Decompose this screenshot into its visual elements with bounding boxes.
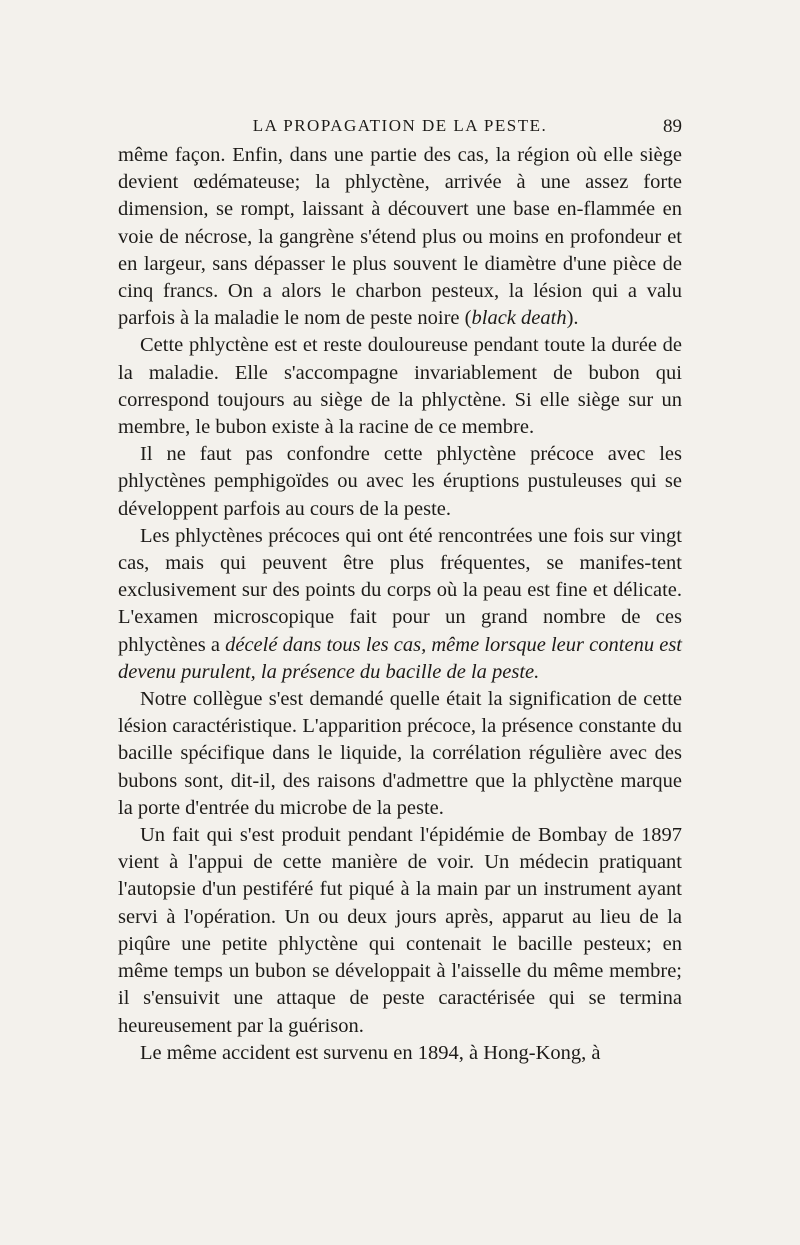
page-number: 89 bbox=[663, 116, 682, 137]
book-page bbox=[118, 112, 682, 1067]
paragraph-1-italic: black death bbox=[471, 307, 567, 330]
paragraph-4 bbox=[118, 523, 682, 686]
running-head bbox=[118, 112, 682, 142]
paragraph-1-end: ). bbox=[566, 307, 579, 330]
paragraph-2: Cette phlyctène est et reste douloureuse pendant toute la durée de la maladie. Elle s'accompagne invariablement de bubon qui correspond toujours au siège de la phlyctène. Si elle siège sur un membre, le bubon existe à la racine de ce membre. bbox=[118, 334, 682, 439]
paragraph-4-italic: décelé dans tous les cas, même lorsque leur contenu est devenu purulent, la présence du bacille de la peste. bbox=[118, 633, 682, 683]
body-text bbox=[118, 142, 682, 1067]
paragraph-7: Le même accident est survenu en 1894, à Hong-Kong, à bbox=[140, 1041, 601, 1064]
paragraph-6: Un fait qui s'est produit pendant l'épidémie de Bombay de 1897 vient à l'appui de cette manière de voir. Un médecin pratiquant l'autopsie d'un pestiféré fut piqué à la main par un instrument ayant servi à l'opération. Un ou deux jours après, apparut au lieu de la piqûre une petite phlyctène qui contenait le bacille pesteux; en même temps un bubon se développait à l'aisselle du même membre; il s'ensuivit une attaque de peste caractérisée qui se termina heureusement par la guérison. bbox=[118, 824, 682, 1037]
running-title: LA PROPAGATION DE LA PESTE. bbox=[252, 116, 548, 135]
paragraph-1 bbox=[118, 142, 682, 332]
paragraph-1-text: même façon. Enfin, dans une partie des cas, la région où elle siège devient œdémateuse; la phlyctène, arrivée à une assez forte dimension, se rompt, laissant à découvert une base en-flammée en voie de nécrose, la gangrène s'étend plus ou moins en profondeur et en largeur, sans dépasser le plus souvent le diamètre d'une pièce de cinq francs. On a alors le charbon pesteux, la lésion qui a valu parfois à la maladie le nom de peste noire ( bbox=[118, 144, 682, 330]
paragraph-3: Il ne faut pas confondre cette phlyctène précoce avec les phlyctènes pemphigoïdes ou avec les éruptions pustuleuses qui se développent parfois au cours de la peste. bbox=[118, 443, 682, 520]
paragraph-5: Notre collègue s'est demandé quelle était la signification de cette lésion caractéristique. L'apparition précoce, la présence constante du bacille spécifique dans le liquide, la corrélation régulière avec des bubons sont, dit-il, des raisons d'admettre que la phlyctène marque la porte d'entrée du microbe de la peste. bbox=[118, 688, 682, 819]
paragraph-4-text: Les phlyctènes précoces qui ont été rencontrées une fois sur vingt cas, mais qui peuvent être plus fréquentes, se manifes-tent exclusivement sur des points du corps où la peau est fine et délicate. L'examen microscopique fait pour un grand nombre de ces phlyctènes a bbox=[118, 524, 682, 656]
